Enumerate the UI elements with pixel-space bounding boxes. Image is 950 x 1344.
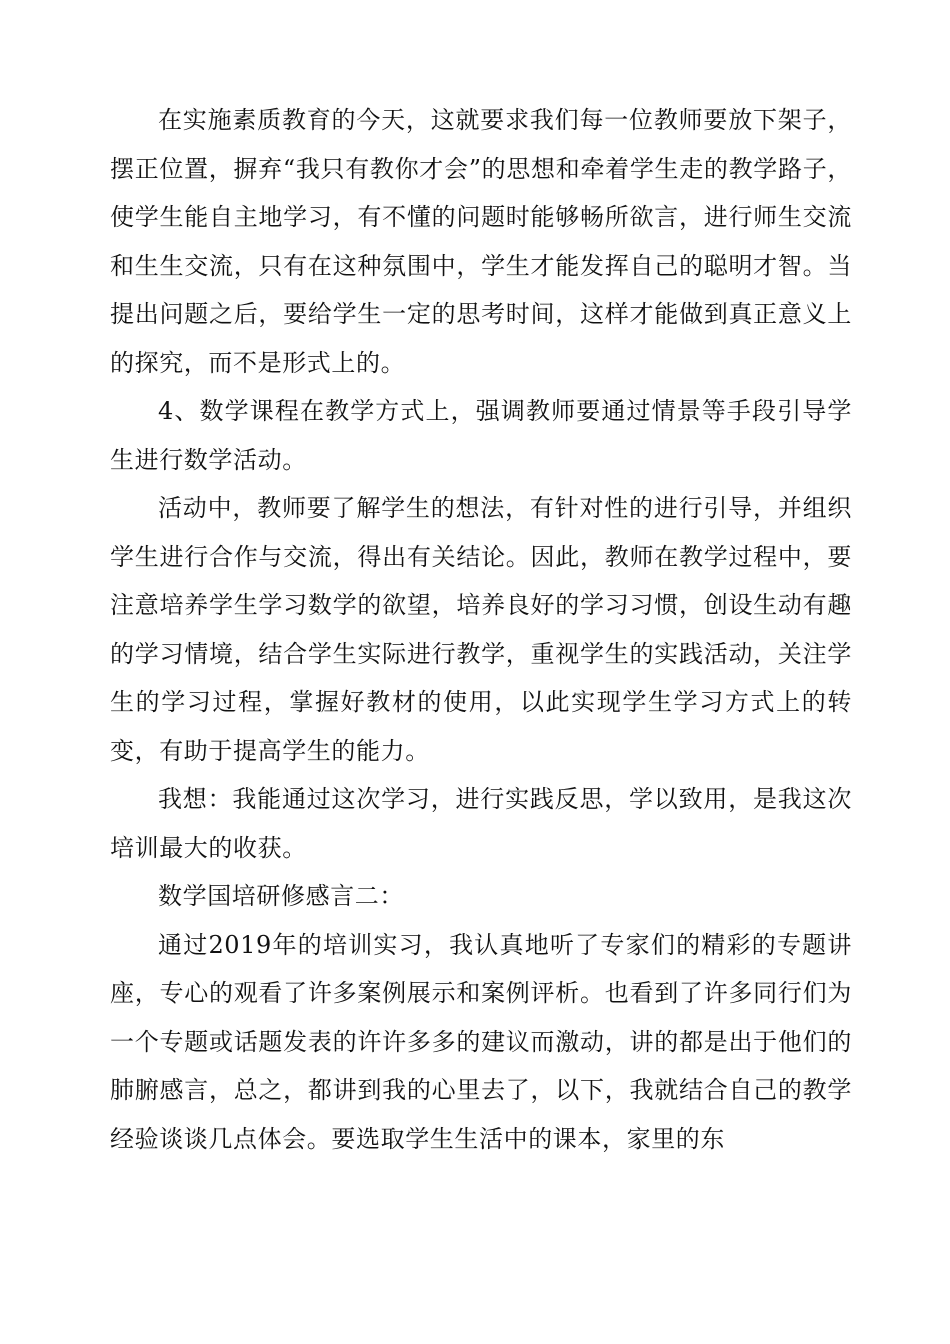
paragraph-3: 活动中，教师要了解学生的想法，有针对性的进行引导，并组织学生进行合作与交流，得出有关结论。因此，教师在教学过程中，要注意培养学生学习数学的欲望，培养良好的学习习惯，创设生动有趣的学习情境，结合学生实际进行教学，重视学生的实践活动，关注学生的学习过程，掌握好教材的使用，以此实现学生学习方式上的转变，有助于提高学生的能力。	[110, 494, 852, 765]
paragraph-5: 通过2019年的培训实习，我认真地听了专家们的精彩的专题讲座，专心的观看了许多案例展示和案例评析。也看到了许多同行们为一个专题或话题发表的许许多多的建议而激动，讲的都是出于他们的肺腑感言，总之，都讲到我的心里去了，以下，我就结合自己的教学经验谈谈几点体会。要选取学生生活中的课本，家里的东	[110, 930, 852, 1153]
paragraph-1: 在实施素质教育的今天，这就要求我们每一位教师要放下架子，摆正位置，摒弃“我只有教你才会”的思想和牵着学生走的教学路子，使学生能自主地学习，有不懂的问题时能够畅所欲言，进行师生交流和生生交流，只有在这种氛围中，学生才能发挥自己的聪明才智。当提出问题之后，要给学生一定的思考时间，这样才能做到真正意义上的探究，而不是形式上的。	[110, 106, 852, 377]
paragraph-4: 我想：我能通过这次学习，进行实践反思，学以致用，是我这次培训最大的收获。	[110, 785, 852, 862]
section-heading: 数学国培研修感言二：	[158, 882, 404, 910]
document-body	[110, 96, 852, 1163]
paragraph-2: 4、数学课程在教学方式上，强调教师要通过情景等手段引导学生进行数学活动。	[110, 397, 852, 474]
